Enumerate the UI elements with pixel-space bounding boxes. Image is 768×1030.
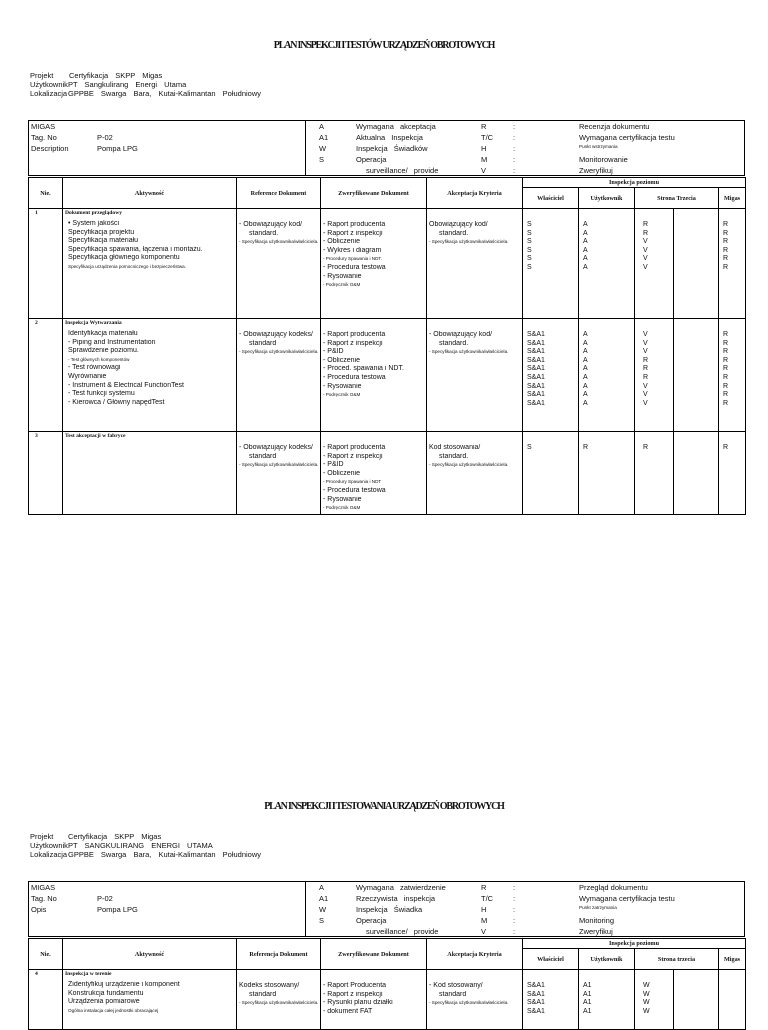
legend-meaning: Wymagana certyfikacja testu — [579, 894, 675, 903]
level-code: A — [583, 356, 588, 364]
reference-cell — [237, 209, 321, 319]
row-number-cell — [29, 319, 63, 432]
legend-code2: R — [481, 883, 487, 892]
activity-item: - Piping and Instrumentation — [68, 338, 156, 346]
verified-cell — [321, 209, 427, 319]
level-code: A1 — [583, 1007, 592, 1015]
activity-heading: Dokument przeglądowy — [65, 210, 123, 216]
owner-cell — [523, 319, 579, 432]
activity-item: Identyfikacja materiału — [68, 330, 138, 337]
legend-code: S — [319, 155, 325, 164]
level-code: V — [643, 263, 648, 271]
verified-item: - P&ID — [323, 461, 344, 469]
reference-cell — [237, 319, 321, 432]
level-code: S&A1 — [527, 356, 545, 364]
legend-value: Pompa LPG — [97, 905, 138, 914]
level-code: W — [643, 990, 650, 998]
acceptance-cell — [427, 432, 523, 515]
level-code: R — [723, 356, 729, 364]
migas-cell — [719, 319, 746, 432]
legend-meaning: Monitorowanie — [579, 155, 628, 164]
activity-item: Specyfikacja projektu — [68, 228, 135, 236]
legend-meaning: Punkt zatrzymania — [579, 905, 617, 910]
legend-label: MIGAS — [31, 122, 56, 131]
project-info — [30, 832, 261, 859]
level-code: R — [723, 348, 729, 356]
verified-item: - Podręcznik O&M — [323, 392, 361, 398]
legend-meaning: Recenzja dokumentu — [579, 122, 650, 131]
legend-code-text: Inspekcja Świadków — [356, 144, 428, 153]
legend-colon: : — [513, 905, 516, 914]
level-code: S&A1 — [527, 999, 545, 1007]
col-header-no: Nie. — [29, 178, 63, 209]
table-row — [29, 319, 746, 432]
verified-item: - Raport z inspekcji — [323, 339, 383, 347]
activity-item: Specyfikacja spawania, łączenia i montażu. — [68, 245, 203, 253]
level-code: V — [643, 382, 648, 390]
level-code: S&A1 — [527, 365, 545, 373]
legend-code-text: Operacja — [356, 916, 387, 925]
legend-colon: : — [513, 133, 516, 142]
col-header-inspection-level: Inspekcja poziomu — [523, 939, 746, 949]
legend-code: A1 — [319, 894, 329, 903]
legend-code-text: Aktualna Inspekcja — [356, 133, 423, 142]
verified-item: - Procedura testowa — [323, 486, 386, 494]
owner-cell — [523, 209, 579, 319]
legend-colon: : — [513, 894, 516, 903]
legend-code2: R — [481, 122, 487, 131]
legend-value: P-02 — [97, 894, 113, 903]
legend-colon: : — [513, 155, 516, 164]
info-key: Projekt — [30, 71, 54, 80]
verified-item: - Rysowanie — [323, 382, 362, 390]
legend-meaning: Punkt wstrzymania — [579, 144, 618, 149]
reference-item: standard — [249, 339, 277, 347]
legend-code2: T/C — [481, 133, 494, 142]
level-code: S&A1 — [527, 382, 545, 390]
level-code: S — [527, 221, 532, 228]
level-code: V — [643, 339, 648, 347]
col-header-owner: Właściciel — [523, 949, 579, 970]
level-code: A1 — [583, 999, 592, 1007]
level-code: R — [723, 382, 729, 390]
acceptance-item: Kod stosowania/ — [429, 444, 481, 451]
verified-cell — [321, 319, 427, 432]
legend-code2: M — [481, 155, 488, 164]
legend-code-text: Inspekcja Świadka — [356, 905, 423, 914]
acceptance-item: standard. — [439, 339, 469, 347]
verified-item: - Raport z inspekcji — [323, 990, 383, 998]
activity-item: Ogólna instalacja całej jednostki obracającej — [68, 1007, 159, 1013]
inspection-table — [28, 177, 746, 515]
legend-code2: T/C — [481, 894, 494, 903]
level-code: W — [643, 999, 650, 1007]
row-number: 3 — [35, 433, 38, 439]
migas-cell — [719, 970, 746, 1030]
verified-item: - Proced. spawania i NDT. — [323, 365, 404, 373]
legend-code-text: surveillance/ provide — [366, 927, 439, 936]
table-row — [29, 970, 746, 1030]
acceptance-item: standard. — [439, 229, 469, 237]
acceptance-item: Obowiązujący kod/ — [429, 221, 488, 228]
activity-cell — [63, 970, 237, 1030]
activity-item: Urządzenia pomiarowe — [68, 998, 140, 1006]
level-code: A — [583, 238, 588, 246]
info-key: Użytkownik — [30, 841, 68, 850]
activity-item: Zidentyfikuj urządzenie i komponent — [68, 981, 180, 988]
third-party-cell — [635, 209, 674, 319]
col-header-user: Użytkownik — [579, 188, 635, 209]
level-code: R — [643, 356, 649, 364]
level-code: R — [723, 331, 729, 338]
info-value: Certyfikacja SKPP Migas — [69, 71, 163, 80]
third-party-cell — [635, 432, 674, 515]
legend-code-text: surveillance/ provide — [366, 166, 439, 175]
level-code: S&A1 — [527, 1007, 545, 1015]
page-title: PLAN INSPEKCJI I TESTOWANIA URZĄDZEŃ OBROTOWYCH — [264, 801, 504, 812]
verified-item: - Podręcznik O&M — [323, 505, 361, 511]
reference-item: - Specyfikacja użytkownika/właściciela. — [239, 1000, 318, 1006]
verified-item: - dokument FAT — [323, 1007, 373, 1015]
info-key: Lokalizacja — [30, 850, 68, 859]
legend-meaning: Zweryfikuj — [579, 166, 613, 175]
level-code: A — [583, 263, 588, 271]
table-row — [29, 209, 746, 319]
activity-heading: Test akceptacji w fabryce — [65, 433, 126, 439]
activity-item: Konstrukcja fundamentu — [68, 989, 144, 997]
activity-cell — [63, 209, 237, 319]
legend-colon: : — [513, 122, 516, 131]
activity-item: • System jakości — [68, 220, 120, 227]
level-code: S&A1 — [527, 339, 545, 347]
acceptance-item: - Specyfikacja użytkownika/właściciela. — [429, 1000, 509, 1006]
project-info — [30, 71, 261, 98]
reference-item: - Specyfikacja użytkownika/właściciela. — [239, 462, 318, 468]
level-code: A — [583, 399, 588, 407]
level-code: W — [643, 982, 650, 989]
acceptance-cell — [427, 209, 523, 319]
level-code: S&A1 — [527, 391, 545, 399]
inspection-table — [28, 938, 746, 1030]
legend-code: A — [319, 122, 325, 131]
level-code: S — [527, 263, 532, 271]
level-code: R — [723, 399, 729, 407]
row-number-cell — [29, 970, 63, 1030]
table-row — [29, 432, 746, 515]
level-code: R — [723, 444, 729, 451]
activity-heading: Inspekcja w terenie — [65, 971, 112, 977]
level-code: R — [643, 365, 649, 373]
col-header-owner: Właściciel — [523, 188, 579, 209]
verified-item: - Procedury Spawania i NDT — [323, 479, 382, 485]
user-cell — [579, 209, 635, 319]
level-code: V — [643, 255, 648, 263]
level-code: V — [643, 348, 648, 356]
owner-cell — [523, 970, 579, 1030]
level-code: V — [643, 238, 648, 246]
level-code: S — [527, 238, 532, 246]
legend-code2: V — [481, 166, 487, 175]
legend-colon: : — [513, 916, 516, 925]
third-party-cell — [635, 319, 674, 432]
third-party-cell — [635, 970, 674, 1030]
col-header-migas: Migas — [719, 188, 746, 209]
reference-item: - Obowiązujący kod/ — [239, 221, 303, 228]
legend-code2: H — [481, 905, 487, 914]
acceptance-item: standard — [439, 990, 467, 998]
level-code: R — [583, 444, 589, 451]
row-number-cell — [29, 209, 63, 319]
row-number: 2 — [35, 320, 38, 326]
verified-item: - Podręcznik O&M — [323, 282, 361, 288]
col-header-activity: Aktywność — [63, 939, 237, 970]
level-code: V — [643, 391, 648, 399]
verified-item: - Obliczenie — [323, 356, 360, 364]
level-code: R — [723, 365, 729, 373]
verified-item: - Obliczenie — [323, 469, 360, 477]
verified-item: - Raport Producenta — [323, 982, 387, 989]
page-title: PLAN INSPEKCJI I TESTÓW URZĄDZEŃ OBROTOWYCH — [273, 40, 495, 51]
legend-colon: : — [513, 927, 516, 936]
level-code: R — [643, 444, 649, 451]
legend-code: S — [319, 916, 325, 925]
reference-item: - Specyfikacja użytkownika/właściciela. — [239, 239, 318, 245]
legend-value: Pompa LPG — [97, 144, 138, 153]
legend-meaning: Wymagana certyfikacja testu — [579, 133, 675, 142]
legend-label: Tag. No — [31, 894, 57, 903]
verified-item: - Rysowanie — [323, 495, 362, 503]
user-cell — [579, 319, 635, 432]
level-code: R — [723, 391, 729, 399]
reference-item: standard. — [249, 229, 279, 237]
activity-item: Specyfikacja urządzenia pomocniczego i bezpieczeństwa. — [68, 263, 186, 269]
info-key: Projekt — [30, 832, 54, 841]
level-code: A — [583, 246, 588, 254]
verified-item: - Raport producenta — [323, 331, 386, 338]
legend-code: A1 — [319, 133, 329, 142]
activity-cell — [63, 432, 237, 515]
level-code: R — [643, 221, 649, 228]
level-code: S — [527, 255, 532, 263]
legend-label: MIGAS — [31, 883, 56, 892]
third-party-cell-2 — [674, 319, 719, 432]
activity-item: Wyrównanie — [68, 372, 107, 380]
legend-code-text: Operacja — [356, 155, 387, 164]
level-code: S&A1 — [527, 982, 545, 989]
activity-item: - Kierowca / Główny napędTest — [68, 398, 165, 406]
info-value: PT SANGKULIRANG ENERGI UTAMA — [68, 841, 213, 850]
legend-code: A — [319, 883, 325, 892]
col-header-acceptance: Akceptacja Kryteria — [427, 939, 523, 970]
level-code: R — [723, 339, 729, 347]
level-code: R — [643, 229, 649, 237]
col-header-activity: Aktywność — [63, 178, 237, 209]
level-code: A — [583, 365, 588, 373]
info-key: Użytkownik — [30, 80, 68, 89]
reference-item: Kodeks stosowany/ — [239, 982, 300, 989]
legend-meaning: Monitoring — [579, 916, 615, 925]
acceptance-item: standard. — [439, 452, 469, 460]
col-header-third-party: Strona Trzecia — [635, 188, 719, 209]
legend-value: P-02 — [97, 133, 113, 142]
verified-item: - Raport z inspekcji — [323, 452, 383, 460]
level-code: R — [723, 229, 729, 237]
user-cell — [579, 970, 635, 1030]
legend-colon: : — [513, 144, 516, 153]
col-header-acceptance: Akceptacja Kryteria — [427, 178, 523, 209]
acceptance-item: - Specyfikacja użytkownika/właściciela. — [429, 349, 509, 355]
level-code: R — [723, 221, 729, 228]
legend-code2: H — [481, 144, 487, 153]
legend-code-text: Wymagana zatwierdzenie — [356, 883, 446, 892]
reference-cell — [237, 432, 321, 515]
legend-meaning: Zweryfikuj — [579, 927, 613, 936]
row-number: 4 — [35, 971, 38, 977]
legend-meaning: Przegląd dokumentu — [579, 883, 648, 892]
level-code: S&A1 — [527, 990, 545, 998]
level-code: R — [723, 373, 729, 381]
level-code: A — [583, 373, 588, 381]
level-code: A — [583, 339, 588, 347]
activity-cell — [63, 319, 237, 432]
level-code: A — [583, 221, 588, 228]
reference-item: standard — [249, 452, 277, 460]
activity-item: Specyfikacja głównego komponentu — [68, 254, 180, 262]
col-header-reference: Referencja Dokument — [237, 939, 321, 970]
verified-item: - P&ID — [323, 348, 344, 356]
activity-item: - Test głównych komponentów — [68, 356, 130, 362]
migas-cell — [719, 432, 746, 515]
level-code: W — [643, 1007, 650, 1015]
col-header-no: Nie. — [29, 939, 63, 970]
info-value: GPPBE Swarga Bara, Kutai-Kalimantan Południowy — [68, 89, 262, 98]
reference-cell — [237, 970, 321, 1030]
col-header-user: Użytkownik — [579, 949, 635, 970]
verified-cell — [321, 432, 427, 515]
acceptance-item: - Kod stosowany/ — [429, 982, 483, 989]
verified-item: - Raport producenta — [323, 444, 386, 451]
level-code: S — [527, 444, 532, 451]
acceptance-item: - Specyfikacja użytkownika/właściciela. — [429, 239, 509, 245]
row-number-cell — [29, 432, 63, 515]
level-code: V — [643, 246, 648, 254]
verified-item: - Raport producenta — [323, 221, 386, 228]
user-cell — [579, 432, 635, 515]
level-code: R — [723, 255, 729, 263]
level-code: V — [643, 399, 648, 407]
level-code: S&A1 — [527, 373, 545, 381]
verified-item: - Procedura testowa — [323, 373, 386, 381]
legend-box — [28, 120, 745, 176]
level-code: V — [643, 331, 648, 338]
verified-item: - Raport z inspekcji — [323, 229, 383, 237]
info-value: Certyfikacja SKPP Migas — [68, 832, 162, 841]
row-number: 1 — [35, 210, 38, 216]
verified-item: - Rysunki planu działki — [323, 999, 393, 1007]
col-header-reference: Reference Dokument — [237, 178, 321, 209]
verified-item: - Rysowanie — [323, 272, 362, 280]
verified-item: - Procedura testowa — [323, 263, 386, 271]
verified-item: - Obliczenie — [323, 238, 360, 246]
reference-item: standard — [249, 990, 277, 998]
col-header-third-party: Strona trzecia — [635, 949, 719, 970]
level-code: R — [643, 373, 649, 381]
level-code: A — [583, 348, 588, 356]
level-code: A — [583, 391, 588, 399]
acceptance-cell — [427, 970, 523, 1030]
acceptance-item: - Specyfikacja użytkownika/właściciela. — [429, 462, 509, 468]
legend-code2: V — [481, 927, 487, 936]
verified-item: - Procedury Spawania i NDT. — [323, 256, 382, 262]
legend-label: Tag. No — [31, 133, 57, 142]
third-party-cell-2 — [674, 432, 719, 515]
level-code: S&A1 — [527, 331, 545, 338]
level-code: A — [583, 382, 588, 390]
migas-cell — [719, 209, 746, 319]
col-header-verified: Zweryfikowane Dokument — [321, 178, 427, 209]
info-value: PT Sangkulirang Energi Utama — [68, 80, 187, 89]
verified-item: - Wykres i diagram — [323, 246, 382, 254]
level-code: S&A1 — [527, 399, 545, 407]
owner-cell — [523, 432, 579, 515]
level-code: R — [723, 246, 729, 254]
col-header-inspection-level: Inspekcja poziomu — [523, 178, 746, 188]
level-code: S&A1 — [527, 348, 545, 356]
info-key: Lokalizacja — [30, 89, 68, 98]
legend-code: W — [319, 144, 327, 153]
reference-item: - Obowiązujący kodeks/ — [239, 444, 313, 451]
legend-code2: M — [481, 916, 488, 925]
level-code: R — [723, 238, 729, 246]
activity-item: Specyfikacja materiału — [68, 237, 139, 245]
activity-item: - Test równowagi — [68, 364, 121, 372]
level-code: A1 — [583, 990, 592, 998]
legend-colon: : — [513, 883, 516, 892]
level-code: S — [527, 246, 532, 254]
reference-item: - Specyfikacja użytkownika/właściciela. — [239, 349, 318, 355]
level-code: A — [583, 229, 588, 237]
level-code: A — [583, 255, 588, 263]
third-party-cell-2 — [674, 209, 719, 319]
verified-cell — [321, 970, 427, 1030]
activity-heading: Inspekcja Wytwarzania — [65, 320, 122, 326]
level-code: A1 — [583, 982, 592, 989]
legend-colon: : — [513, 166, 516, 175]
legend-label: Opis — [31, 905, 47, 914]
third-party-cell-2 — [674, 970, 719, 1030]
acceptance-cell — [427, 319, 523, 432]
reference-item: - Obowiązujący kodeks/ — [239, 331, 313, 338]
activity-item: - Instrument & Electrical FunctionTest — [68, 381, 184, 389]
legend-code-text: Wymagana akceptacja — [356, 122, 436, 131]
level-code: R — [723, 263, 729, 271]
info-value: GPPBE Swarga Bara, Kutai-Kalimantan Południowy — [68, 850, 262, 859]
activity-item: - Test funkcji systemu — [68, 390, 135, 398]
level-code: A — [583, 331, 588, 338]
legend-label: Description — [31, 144, 69, 153]
acceptance-item: - Obowiązujący kod/ — [429, 331, 493, 338]
legend-code: W — [319, 905, 327, 914]
legend-code-text: Rzeczywista inspekcja — [356, 894, 436, 903]
legend-box — [28, 881, 745, 937]
activity-item: Sprawdzenie poziomu. — [68, 347, 139, 355]
col-header-verified: Zweryfikowane Dokument — [321, 939, 427, 970]
col-header-migas: Migas — [719, 949, 746, 970]
level-code: S — [527, 229, 532, 237]
